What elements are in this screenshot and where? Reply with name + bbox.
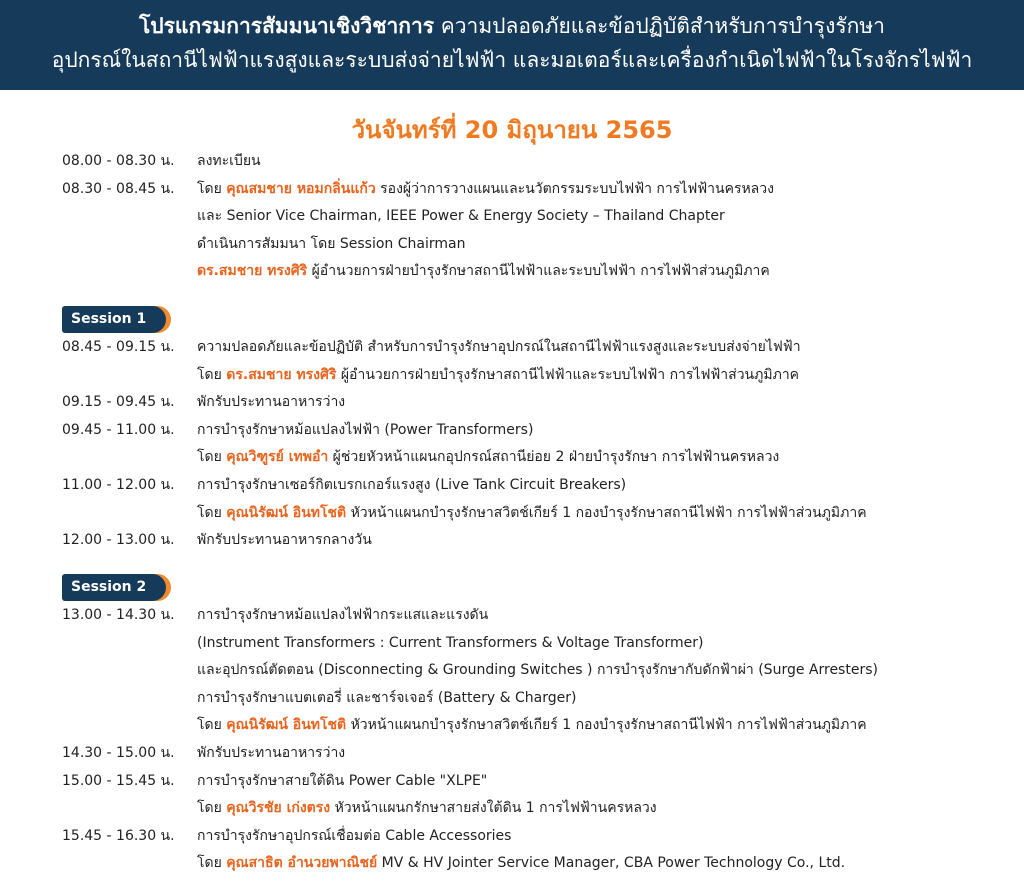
agenda-text (197, 740, 345, 767)
agenda-text (197, 500, 867, 527)
agenda-text (197, 685, 576, 712)
speaker-position: รองผู้ว่าการวางแผนและนวัตกรรมระบบไฟฟ้า การไฟฟ้านครหลวง (375, 180, 774, 197)
agenda-row (0, 389, 1024, 416)
speaker-name: ดร.สมชาย ทรงศิริ (226, 366, 337, 383)
program-header (0, 0, 1024, 90)
agenda-text (197, 203, 725, 230)
agenda-row (0, 362, 1024, 389)
agenda-row (0, 685, 1024, 712)
speaker-position: ผู้ช่วยหัวหน้าแผนกอุปกรณ์สถานีย่อย 2 ฝ่ายบำรุงรักษา การไฟฟ้านครหลวง (328, 449, 780, 466)
session-2-badge: Session 2 (62, 574, 166, 601)
agenda-time: 13.00 - 14.30 น. (62, 607, 175, 623)
agenda-time: 08.45 - 09.15 น. (62, 339, 175, 355)
agenda-description: โดย (197, 504, 227, 521)
agenda-description: โดย (197, 366, 227, 383)
agenda-description: พักรับประทานอาหารกลางวัน (197, 532, 372, 549)
agenda-text (197, 768, 487, 795)
agenda-description: โดย (197, 717, 227, 734)
agenda-time: 15.00 - 15.45 น. (62, 772, 175, 789)
agenda-description: การบำรุงรักษาหม้อแปลงไฟฟ้า (Power Transformers) (197, 421, 534, 438)
agenda-text (197, 823, 511, 850)
event-date-title: วันจันทร์ที่ 20 มิถุนายน 2565 (351, 116, 673, 144)
session-1-badge: Session 1 (62, 306, 166, 333)
agenda-description: และอุปกรณ์ตัดตอน (Disconnecting & Grounding Switches ) การบำรุงรักษากับดักฟ้าผ่า (Surge Arresters) (197, 662, 878, 679)
speaker-position: MV & HV Jointer Service Manager, CBA Power Technology Co., Ltd. (377, 855, 846, 872)
agenda-row (0, 258, 1024, 285)
agenda-description: พักรับประทานอาหารว่าง (197, 745, 346, 761)
agenda-row (0, 176, 1024, 203)
agenda-time: 14.30 - 15.00 น. (62, 745, 175, 761)
speaker-position: หัวหน้าแผนกบำรุงรักษาสวิตช์เกียร์ 1 กองบำรุงรักษาสถานีไฟฟ้า การไฟฟ้าส่วนภูมิภาค (346, 717, 867, 734)
speaker-name: คุณสาธิต อำนวยพาณิชย์ (226, 855, 378, 872)
speaker-name: ดร.สมชาย ทรงศิริ (197, 263, 308, 280)
agenda-description: ความปลอดภัยและข้อปฏิบัติ สำหรับการบำรุงรักษาอุปกรณ์ในสถานีไฟฟ้าแรงสูงและระบบส่งจ่ายไฟฟ้า (197, 339, 801, 355)
agenda-row (0, 740, 1024, 767)
speaker-name: คุณวิฑูรย์ เทพอำ (226, 449, 329, 466)
speaker-name: คุณนิรัฒน์ อินทโชติ (226, 504, 347, 521)
agenda-time: 15.45 - 16.30 น. (62, 827, 175, 844)
speaker-position: หัวหน้าแผนกบำรุงรักษาสวิตช์เกียร์ 1 กองบำรุงรักษาสถานีไฟฟ้า การไฟฟ้าส่วนภูมิภาค (346, 504, 867, 521)
agenda-text (197, 176, 774, 203)
agenda-row (0, 712, 1024, 739)
speaker-position: ผู้อำนวยการฝ่ายบำรุงรักษาสถานีไฟฟ้าและระบบไฟฟ้า การไฟฟ้าส่วนภูมิภาค (336, 366, 800, 383)
speaker-position: หัวหน้าแผนกรักษาสายส่งใต้ดิน 1 การไฟฟ้านครหลวง (330, 800, 657, 817)
agenda-row (0, 231, 1024, 258)
agenda-description: และ Senior Vice Chairman, IEEE Power & Energy Society – Thailand Chapter (197, 208, 725, 225)
agenda-text (197, 795, 657, 822)
agenda-text (197, 712, 867, 739)
agenda-description: พักรับประทานอาหารว่าง (197, 394, 346, 411)
agenda-row (0, 630, 1024, 657)
agenda-row (0, 472, 1024, 499)
agenda-text (197, 630, 703, 657)
agenda-row (0, 417, 1024, 444)
speaker-name: คุณวิรชัย เก่งตรง (226, 800, 331, 817)
agenda-description: โดย (197, 449, 227, 466)
agenda-text (197, 417, 533, 444)
agenda-description: การบำรุงรักษาสายใต้ดิน Power Cable "XLPE" (197, 772, 488, 789)
agenda-row (0, 795, 1024, 822)
header-program-label: โปรแกรมการสัมมนาเชิงวิชาการ (139, 14, 435, 38)
agenda-description: ดำเนินการสัมมนา โดย Session Chairman (197, 235, 466, 252)
agenda-text (197, 472, 626, 499)
agenda-description: โดย (197, 855, 227, 872)
agenda-text (197, 527, 372, 554)
agenda-row (0, 500, 1024, 527)
agenda-description: การบำรุงรักษาเซอร์กิตเบรกเกอร์แรงสูง (Live Tank Circuit Breakers) (197, 477, 627, 493)
agenda-time: 08.00 - 08.30 น. (62, 153, 175, 169)
agenda-row (0, 657, 1024, 684)
agenda-row (0, 850, 1024, 877)
agenda-text (197, 334, 801, 361)
agenda-time: 12.00 - 13.00 น. (62, 532, 175, 549)
agenda-text (197, 602, 488, 629)
agenda-time: 08.30 - 08.45 น. (62, 180, 175, 197)
agenda-row (0, 823, 1024, 850)
agenda-description: การบำรุงรักษาแบตเตอรี่ และชาร์จเจอร์ (Battery & Charger) (197, 689, 577, 706)
agenda-text (197, 258, 770, 285)
agenda-time: 09.15 - 09.45 น. (62, 394, 175, 411)
agenda-text (197, 362, 799, 389)
agenda-description: (Instrument Transformers : Current Transformers & Voltage Transformer) (197, 634, 704, 651)
agenda-row (0, 203, 1024, 230)
agenda-text (197, 148, 261, 175)
agenda-text (197, 444, 779, 471)
header-topic-line-2: อุปกรณ์ในสถานีไฟฟ้าแรงสูงและระบบส่งจ่ายไฟฟ้า และมอเตอร์และเครื่องกำเนิดไฟฟ้าในโรงจักรไฟฟ้า (51, 48, 973, 72)
agenda-text (197, 850, 845, 877)
agenda-row (0, 527, 1024, 554)
speaker-name: คุณนิรัฒน์ อินทโชติ (226, 717, 347, 734)
agenda-text (197, 389, 345, 416)
agenda-text (197, 657, 878, 684)
header-topic-line-1: ความปลอดภัยและข้อปฏิบัติสำหรับการบำรุงรักษา (434, 14, 885, 38)
speaker-name: คุณสมชาย หอมกลิ่นแก้ว (226, 180, 376, 197)
agenda-text (197, 231, 465, 258)
agenda-row (0, 602, 1024, 629)
agenda-time: 11.00 - 12.00 น. (62, 477, 175, 493)
header-line-1 (0, 9, 1024, 43)
agenda-description: ลงทะเบียน (197, 153, 261, 169)
speaker-position: ผู้อำนวยการฝ่ายบำรุงรักษาสถานีไฟฟ้าและระบบไฟฟ้า การไฟฟ้าส่วนภูมิภาค (307, 263, 770, 280)
agenda-description: โดย (197, 180, 227, 197)
agenda-description: การบำรุงรักษาหม้อแปลงไฟฟ้ากระแสและแรงดัน (197, 607, 489, 623)
agenda-row (0, 768, 1024, 795)
agenda-description: โดย (197, 800, 227, 817)
agenda-row (0, 334, 1024, 361)
agenda-row (0, 444, 1024, 471)
agenda-description: การบำรุงรักษาอุปกรณ์เชื่อมต่อ Cable Accessories (197, 827, 512, 844)
agenda-time: 09.45 - 11.00 น. (62, 421, 175, 438)
agenda-row (0, 148, 1024, 175)
